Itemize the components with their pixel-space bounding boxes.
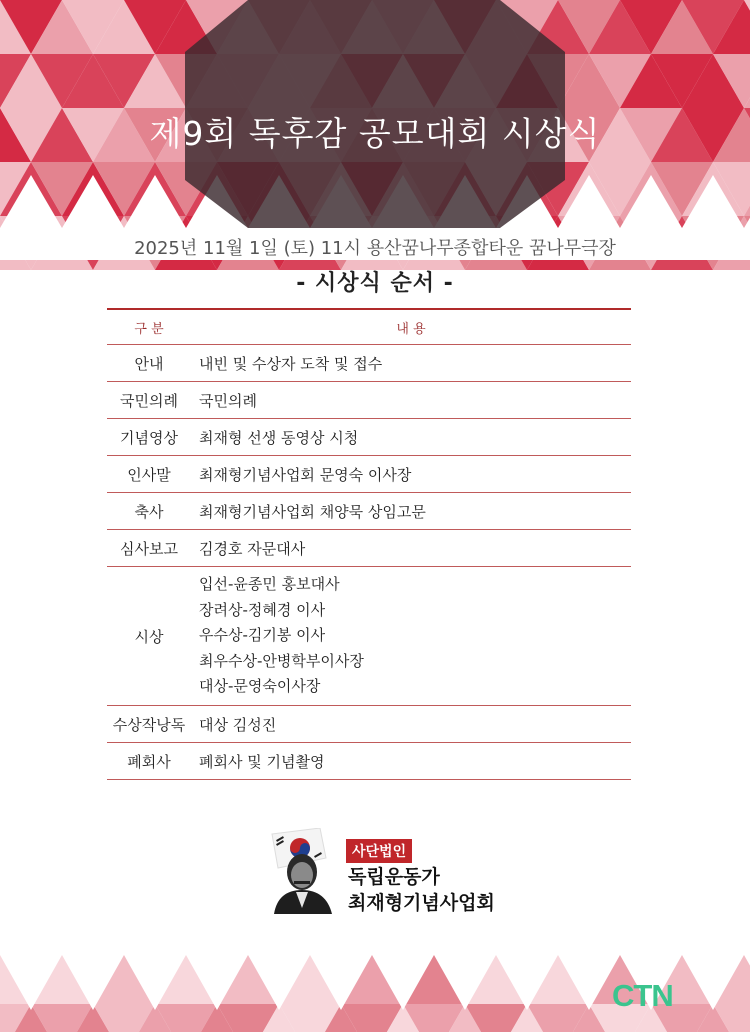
event-title: 제9회 독후감 공모대회 시상식 [149,114,601,153]
award-line: 우수상-김기봉 이사 [199,626,326,645]
column-header-content: 내 용 [191,309,631,345]
row-category: 심사보고 [107,530,191,567]
row-content: 내빈 및 수상자 도착 및 접수 [191,345,631,382]
table-row [107,706,631,743]
row-content-awards [191,567,631,706]
award-line: 장려상-정혜경 이사 [199,600,326,619]
logo-text-line1: 독립운동가 [348,866,440,888]
row-category: 수상작낭독 [107,706,191,743]
program-subtitle: - 시상식 순서 - [296,271,454,296]
event-date-venue: 2025년 11월 1일 (토) 11시 용산꿈나무종합타운 꿈나무극장 [134,238,616,259]
award-line: 최우수상-안병학부이사장 [199,651,364,670]
logo-text-line2: 최재형기념사업회 [348,892,495,914]
row-content: 폐회사 및 기념촬영 [191,743,631,780]
award-line: 대상-문영숙이사장 [199,677,321,696]
row-content: 최재형 선생 동영상 시청 [191,419,631,456]
table-header-row [107,309,631,345]
ctn-watermark-logo: CTN [612,978,673,1013]
row-content: 최재형기념사업회 문영숙 이사장 [191,456,631,493]
logo-badge: 사단법인 [346,839,412,863]
row-content: 김경호 자문대사 [191,530,631,567]
row-content: 국민의례 [191,382,631,419]
row-category: 축사 [107,493,191,530]
row-category: 폐회사 [107,743,191,780]
table-row [107,743,631,780]
portrait-flag-emblem [264,828,344,914]
table-row [107,456,631,493]
table-row [107,382,631,419]
table-row [107,419,631,456]
table-row [107,493,631,530]
row-category: 국민의례 [107,382,191,419]
row-category: 인사말 [107,456,191,493]
column-header-category: 구 분 [107,309,191,345]
award-line: 입선-윤종민 홍보대사 [199,575,340,594]
row-category: 시상 [107,567,191,706]
table-row-awards [107,567,631,706]
table-row [107,345,631,382]
row-content: 대상 김성진 [191,706,631,743]
row-category: 안내 [107,345,191,382]
row-content: 최재형기념사업회 채양묵 상임고문 [191,493,631,530]
row-category: 기념영상 [107,419,191,456]
program-table [107,308,631,780]
table-row [107,530,631,567]
organization-logo [264,828,504,914]
